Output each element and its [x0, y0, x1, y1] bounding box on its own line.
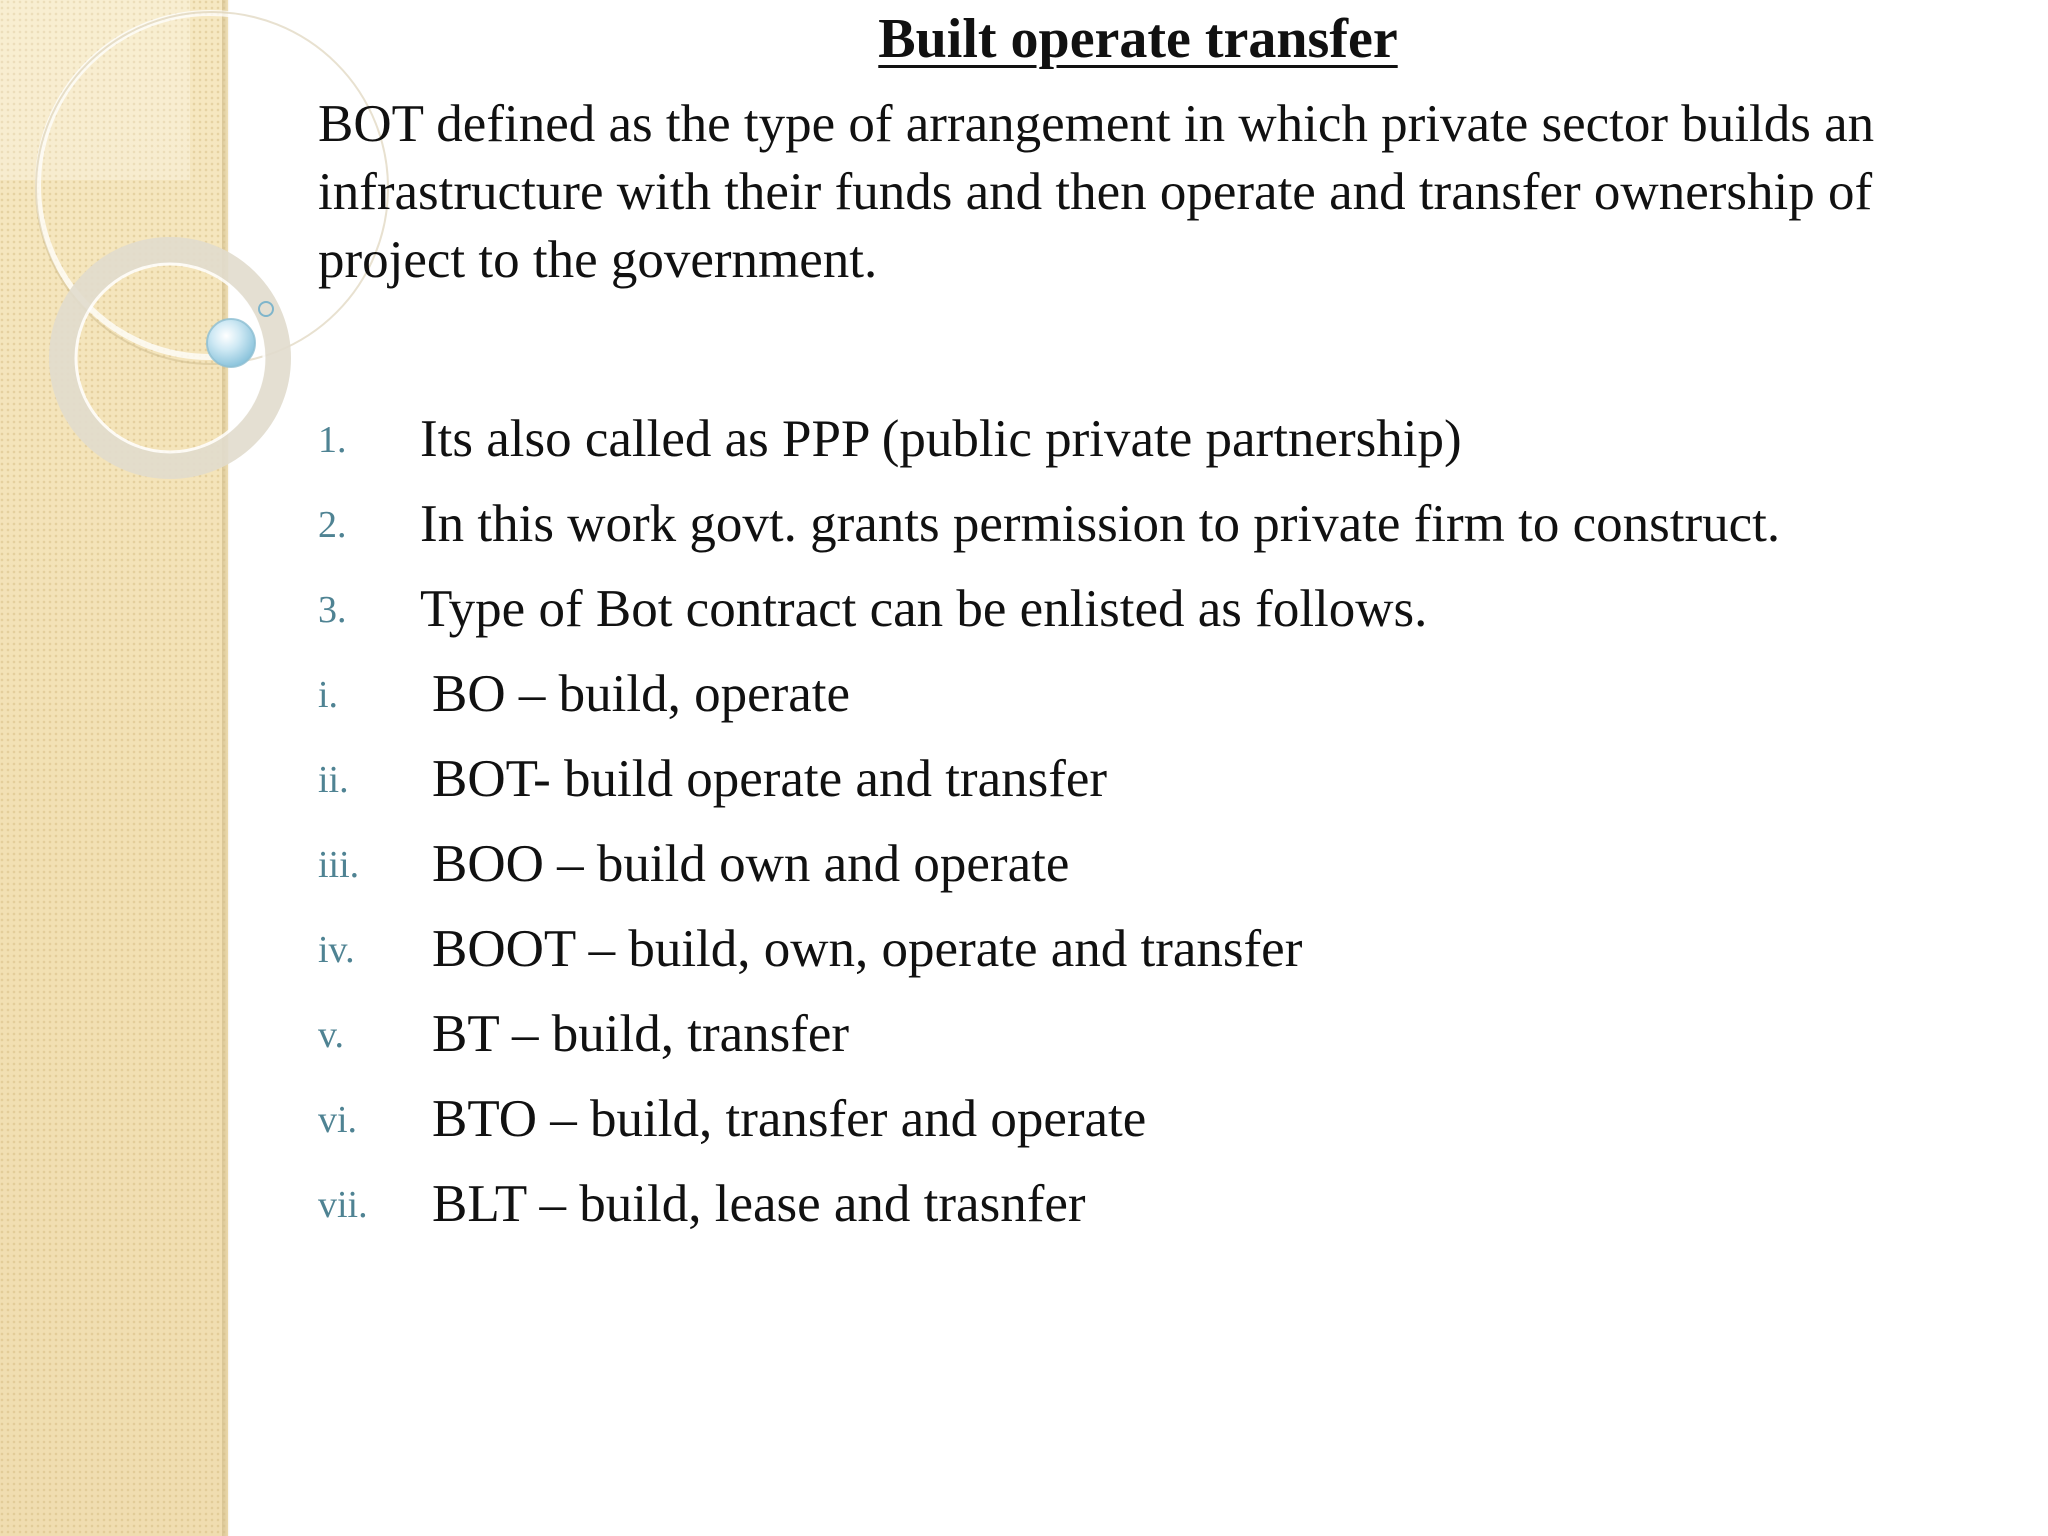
list-item	[318, 400, 2018, 470]
list-marker: 3.	[318, 589, 347, 631]
decorative-rings	[0, 0, 360, 520]
list-marker: 2.	[318, 504, 347, 546]
list-item-text: Type of Bot contract can be enlisted as follows.	[420, 580, 1428, 638]
list-item-text: BOO – build own and operate	[432, 835, 1070, 893]
list-item-text: BO – build, operate	[432, 665, 851, 723]
list-item	[318, 570, 2018, 640]
list-marker: vii.	[318, 1184, 368, 1226]
slide-title: Built operate transfer	[878, 8, 1398, 70]
list-item	[318, 995, 2018, 1065]
list-item-text: BOT- build operate and transfer	[432, 750, 1108, 808]
intro-paragraph: BOT defined as the type of arrangement in which private sector builds an infrastructure with their funds and then operate and transfer ownership of project to the government.	[318, 95, 1875, 289]
list-item-text: Its also called as PPP (public private partnership)	[420, 410, 1462, 468]
list-item-text: BT – build, transfer	[432, 1005, 850, 1063]
list-item	[318, 1080, 2018, 1150]
list-marker: vi.	[318, 1099, 358, 1141]
list-item	[318, 740, 2018, 810]
list-item	[318, 825, 2018, 895]
list-item	[318, 1165, 2018, 1235]
bubble-icon	[207, 319, 255, 367]
list-marker: iv.	[318, 929, 355, 971]
list-item-text: BLT – build, lease and trasnfer	[432, 1175, 1086, 1233]
list-item-text: In this work govt. grants permission to private firm to construct.	[420, 495, 1781, 553]
list-marker: ii.	[318, 759, 349, 801]
list-item	[318, 655, 2018, 725]
list-item-text: BTO – build, transfer and operate	[432, 1090, 1147, 1148]
list-item	[318, 910, 2018, 980]
list-marker: 1.	[318, 419, 347, 461]
top-highlight-panel	[0, 0, 190, 180]
list-marker: v.	[318, 1014, 345, 1056]
list-marker: iii.	[318, 844, 360, 886]
list-item-text: BOOT – build, own, operate and transfer	[432, 920, 1303, 978]
list-item	[318, 485, 2018, 555]
list-marker: i.	[318, 674, 339, 716]
